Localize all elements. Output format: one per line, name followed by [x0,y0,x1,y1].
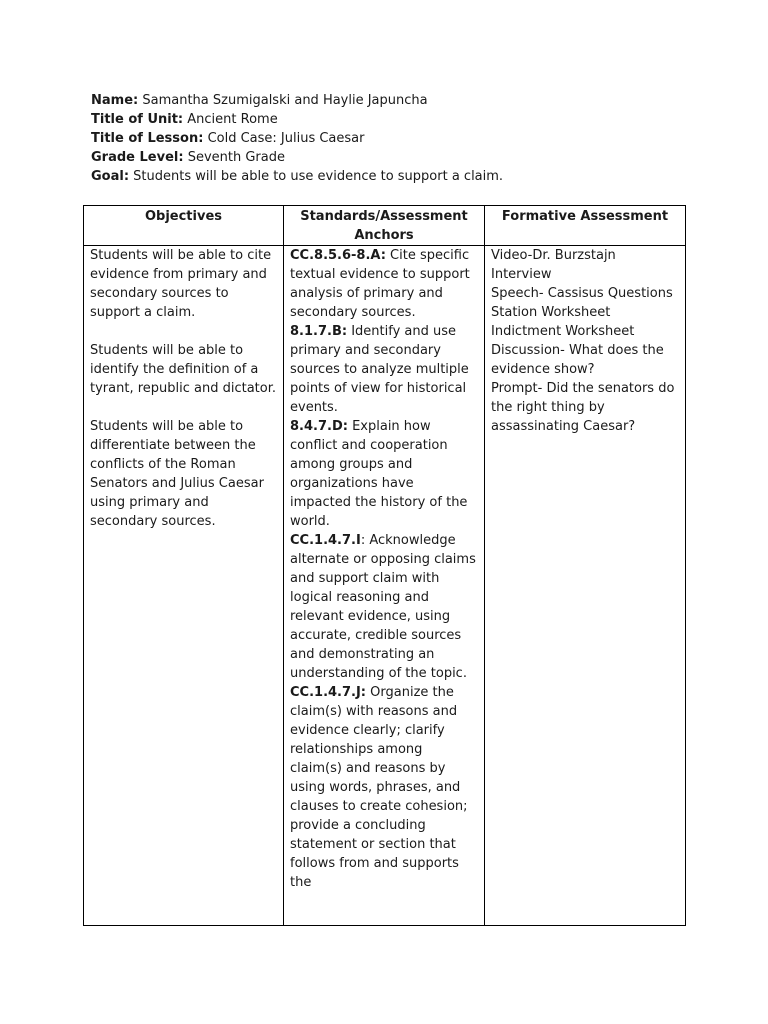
formative-header: Formative Assessment [485,206,686,246]
formative-item: Discussion- What does the evidence show? [491,343,664,377]
standard-item [290,417,478,531]
objective-item: Students will be able to differentiate between the conflicts of the Roman Senators and Julius Caesar using primary and secondary sources. [90,419,264,529]
standard-text: Organize the claim(s) with reasons and evidence clearly; clarify relationships among claim(s) and reasons by using words, phrases, and clauses to create cohesion; provide a concluding statement or section that follows from and supports the [290,685,468,890]
standard-item [290,683,478,892]
formative-item: Indictment Worksheet [491,324,635,339]
formative-item: Speech- Cassisus Questions [491,286,673,301]
standard-item [290,322,478,417]
objectives-cell [84,246,284,926]
standard-code: 8.1.7.B: [290,324,348,339]
unit-label: Title of Unit: [91,112,184,127]
name-label: Name: [91,93,139,108]
formative-cell [485,246,686,926]
lesson-value: Cold Case: Julius Caesar [207,131,365,146]
standard-item [290,246,478,322]
name-value: Samantha Szumigalski and Haylie Japuncha [142,93,428,108]
standard-text: : Acknowledge alternate or opposing claims and support claim with logical reasoning and relevant evidence, using accurate, credible sources and demonstrating an understanding of the topic. [290,533,476,681]
standard-code: 8.4.7.D: [290,419,348,434]
lesson-header [91,91,503,186]
formative-item: Prompt- Did the senators do the right thing by assassinating Caesar? [491,381,675,434]
standard-text: Cite specific textual evidence to support analysis of primary and secondary sources. [290,248,470,320]
objective-item: Students will be able to identify the definition of a tyrant, republic and dictator. [90,343,277,396]
standard-code: CC.8.5.6-8.A: [290,248,386,263]
formative-item: Video-Dr. Burzstajn Interview [491,248,616,282]
grade-label: Grade Level: [91,150,184,165]
unit-line [91,110,503,129]
goal-value: Students will be able to use evidence to support a claim. [133,169,504,184]
grade-value: Seventh Grade [187,150,285,165]
grade-line [91,148,503,167]
formative-item: Station Worksheet [491,305,611,320]
standard-item [290,531,478,683]
lesson-line [91,129,503,148]
standard-text: Identify and use primary and secondary sources to analyze multiple points of view for historical events. [290,324,469,415]
goal-label: Goal: [91,169,130,184]
standard-code: CC.1.4.7.J: [290,685,367,700]
standards-cell [284,246,485,926]
table-row [84,246,686,926]
unit-value: Ancient Rome [187,112,278,127]
goal-line [91,167,503,186]
objectives-header: Objectives [84,206,284,246]
standard-text: Explain how conflict and cooperation among groups and organizations have impacted the history of the world. [290,419,468,529]
name-line [91,91,503,110]
standards-header: Standards/Assessment Anchors [284,206,485,246]
lesson-plan-table [83,205,686,926]
standard-code: CC.1.4.7.I [290,533,361,548]
objective-item: Students will be able to cite evidence from primary and secondary sources to support a claim. [90,248,272,320]
lesson-label: Title of Lesson: [91,131,204,146]
table-header-row [84,206,686,246]
